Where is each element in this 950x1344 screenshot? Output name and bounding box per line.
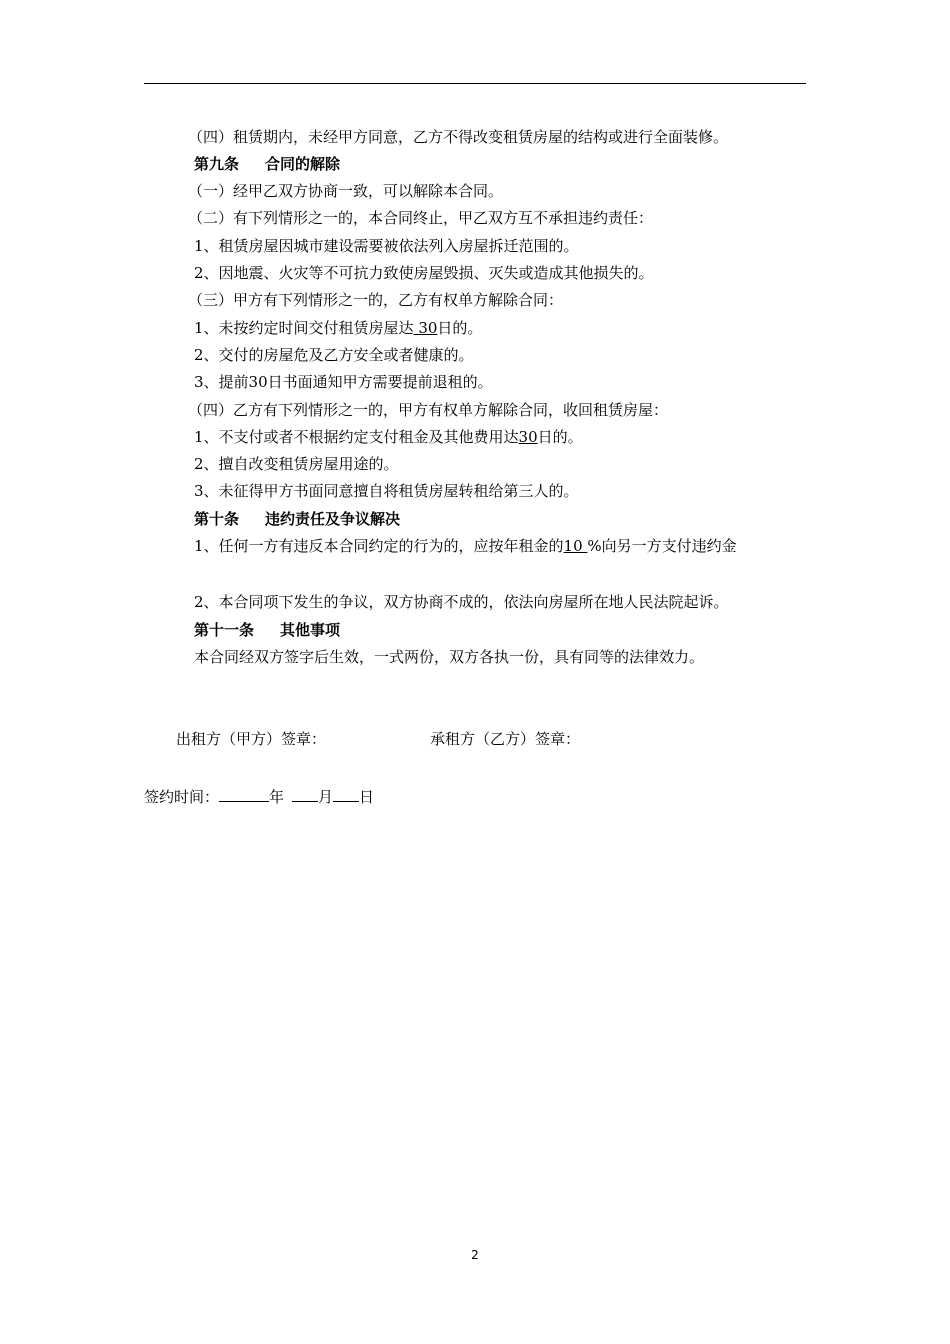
clause-9-item-3: （三）甲方有下列情形之一的，乙方有权单方解除合同： bbox=[188, 291, 564, 309]
article-10-heading bbox=[194, 509, 400, 529]
lessor-signature-label: 出租方（甲方）签章： bbox=[176, 730, 327, 748]
clause-8-item-4: （四）租赁期内，未经甲方同意，乙方不得改变租赁房屋的结构或进行全面装修。 bbox=[188, 128, 729, 146]
clause-text: 1、未按约定时间交付租赁房屋达 bbox=[194, 319, 414, 337]
clause-9-item-3-1 bbox=[194, 318, 482, 338]
clause-9-item-3-2: 2、交付的房屋危及乙方安全或者健康的。 bbox=[194, 346, 474, 364]
month-blank bbox=[292, 786, 318, 802]
month-label: 月 bbox=[318, 788, 334, 806]
lessee-signature-label: 承租方（乙方）签章： bbox=[430, 730, 581, 748]
header-rule bbox=[144, 83, 806, 84]
clause-9-item-4: （四）乙方有下列情形之一的，甲方有权单方解除合同，收回租赁房屋： bbox=[188, 401, 669, 419]
article-10-title: 违约责任及争议解决 bbox=[265, 510, 401, 528]
clause-10-item-1 bbox=[194, 536, 737, 556]
clause-text: 1、不支付或者不根据约定支付租金及其他费用达 bbox=[194, 428, 519, 446]
clause-9-item-4-1 bbox=[194, 427, 583, 447]
clause-9-item-2-2: 2、因地震、火灾等不可抗力致使房屋毁损、灭失或造成其他损失的。 bbox=[194, 264, 654, 282]
clause-text: 1、任何一方有违反本合同约定的行为的，应按年租金的 bbox=[194, 537, 564, 555]
clause-9-item-4-3: 3、未征得甲方书面同意擅自将租赁房屋转租给第三人的。 bbox=[194, 482, 579, 500]
clause-9-item-4-2: 2、擅自改变租赁房屋用途的。 bbox=[194, 455, 399, 473]
article-11-heading bbox=[194, 620, 340, 640]
clause-text: %向另一方支付违约金 bbox=[587, 537, 737, 555]
days-value: 30 bbox=[413, 319, 438, 337]
article-11-label: 第十一条 bbox=[194, 621, 255, 639]
days-value: 30 bbox=[518, 428, 538, 446]
clause-9-item-2: （二）有下列情形之一的，本合同终止，甲乙双方互不承担违约责任： bbox=[188, 209, 654, 227]
signing-date-line bbox=[144, 786, 374, 807]
penalty-percent-value: 10 bbox=[563, 537, 588, 555]
article-9-title: 合同的解除 bbox=[265, 155, 341, 173]
page-number: 2 bbox=[471, 1248, 479, 1262]
day-label: 日 bbox=[359, 788, 375, 806]
clause-text: 日的。 bbox=[537, 428, 583, 446]
clause-9-item-1: （一）经甲乙双方协商一致，可以解除本合同。 bbox=[188, 182, 504, 200]
article-10-label: 第十条 bbox=[194, 510, 240, 528]
clause-10-item-2: 2、本合同项下发生的争议，双方协商不成的，依法向房屋所在地人民法院起诉。 bbox=[194, 593, 729, 611]
year-blank bbox=[219, 786, 269, 802]
article-9-heading bbox=[194, 154, 340, 174]
clause-9-item-3-3: 3、提前30日书面通知甲方需要提前退租的。 bbox=[194, 373, 493, 391]
article-11-title: 其他事项 bbox=[280, 621, 341, 639]
signing-date-label: 签约时间： bbox=[144, 788, 220, 806]
article-9-label: 第九条 bbox=[194, 155, 240, 173]
clause-9-item-2-1: 1、租赁房屋因城市建设需要被依法列入房屋拆迁范围的。 bbox=[194, 237, 579, 255]
year-label: 年 bbox=[269, 788, 285, 806]
day-blank bbox=[333, 786, 359, 802]
clause-text: 日的。 bbox=[437, 319, 483, 337]
clause-11-text: 本合同经双方签字后生效，一式两份，双方各执一份，具有同等的法律效力。 bbox=[194, 648, 705, 666]
